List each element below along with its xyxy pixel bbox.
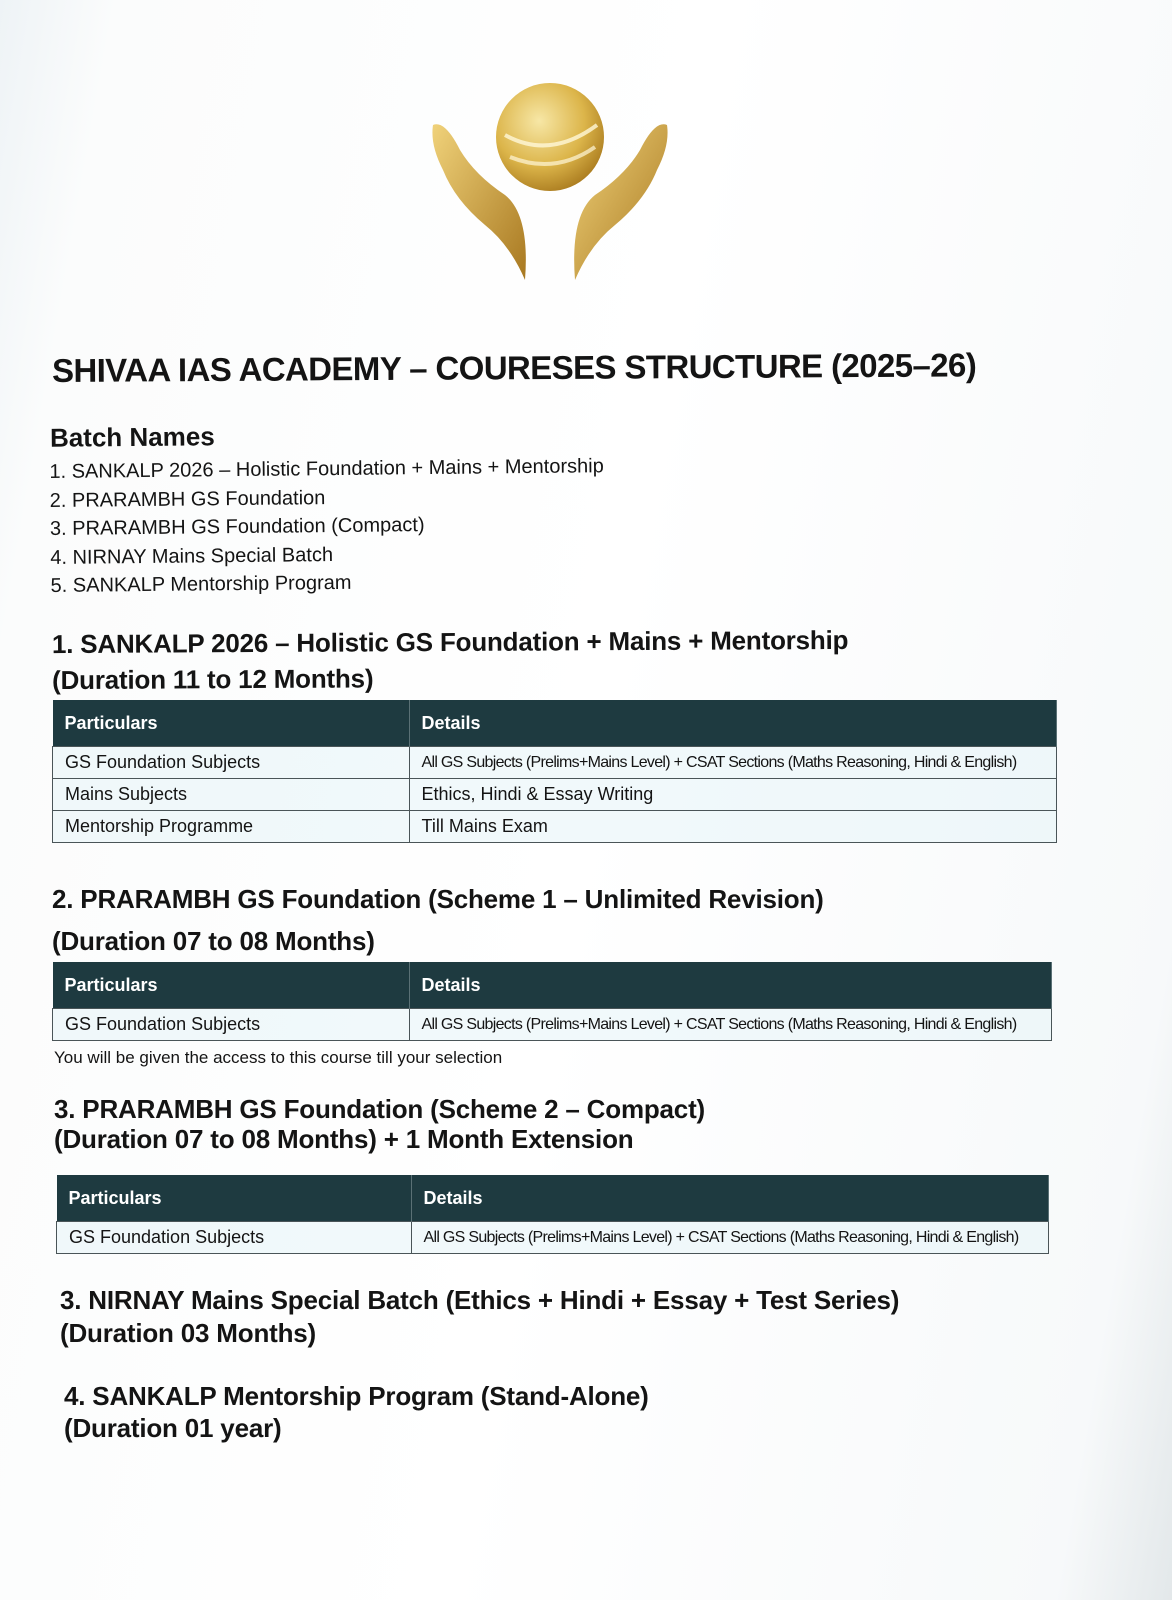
table-header: Particulars — [53, 700, 410, 747]
table-header: Details — [409, 700, 1057, 747]
section-heading — [64, 1380, 649, 1444]
section-duration: (Duration 07 to 08 Months) + 1 Month Extension — [54, 1124, 634, 1154]
list-item: 3. PRARAMBH GS Foundation (Compact) — [49, 514, 425, 540]
list-item: 1. SANKALP 2026 – Holistic Foundation + Mains + Mentorship — [49, 455, 604, 484]
table-header: Details — [409, 962, 1052, 1009]
table-cell: Mains Subjects — [53, 779, 410, 811]
course-table — [52, 700, 1057, 843]
access-note: You will be given the access to this course till your selection — [54, 1048, 503, 1067]
list-item: 5. SANKALP Mentorship Program — [50, 571, 352, 597]
table-cell: Ethics, Hindi & Essay Writing — [409, 779, 1057, 811]
section-title: 4. SANKALP Mentorship Program (Stand-Alone) — [64, 1381, 649, 1411]
table-header: Particulars — [53, 962, 410, 1009]
table-row — [53, 1009, 1052, 1041]
section-duration: (Duration 01 year) — [64, 1413, 282, 1443]
table-row — [53, 747, 1057, 779]
section-title: 3. NIRNAY Mains Special Batch (Ethics + Hindi + Essay + Test Series) — [60, 1285, 900, 1315]
section-duration: (Duration 03 Months) — [60, 1318, 316, 1348]
batch-names-list — [49, 452, 605, 600]
section-heading — [54, 1094, 705, 1154]
course-table — [52, 962, 1052, 1041]
table-row — [57, 1222, 1049, 1254]
course-table — [56, 1175, 1049, 1254]
batch-names-heading: Batch Names — [49, 421, 215, 453]
table-cell: Mentorship Programme — [53, 811, 410, 843]
page-title: SHIVAA IAS ACADEMY – COURESES STRUCTURE (2025–26) — [51, 346, 977, 389]
table-cell: GS Foundation Subjects — [53, 747, 410, 779]
section-title: 2. PRARAMBH GS Foundation (Scheme 1 – Unlimited Revision) — [52, 884, 824, 914]
section-title: 1. SANKALP 2026 – Holistic GS Foundation + Mains + Mentorship — [51, 624, 849, 660]
table-header: Details — [411, 1175, 1049, 1222]
table-row — [53, 811, 1057, 843]
table-cell: All GS Subjects (Prelims+Mains Level) + CSAT Sections (Maths Reasoning, Hindi & English) — [411, 1222, 1049, 1254]
section-duration: (Duration 11 to 12 Months) — [52, 663, 374, 696]
table-cell: Till Mains Exam — [409, 811, 1057, 843]
section-heading — [52, 878, 824, 962]
list-item: 4. NIRNAY Mains Special Batch — [50, 543, 334, 569]
table-cell: All GS Subjects (Prelims+Mains Level) + CSAT Sections (Maths Reasoning, Hindi & English) — [409, 1009, 1052, 1041]
section-heading — [52, 622, 849, 698]
academy-logo — [425, 75, 675, 290]
table-cell: All GS Subjects (Prelims+Mains Level) + CSAT Sections (Maths Reasoning, Hindi & English) — [409, 747, 1057, 779]
section-duration: (Duration 07 to 08 Months) — [52, 926, 375, 956]
table-header: Particulars — [57, 1175, 412, 1222]
table-cell: GS Foundation Subjects — [53, 1009, 410, 1041]
table-row — [53, 779, 1057, 811]
section-title: 3. PRARAMBH GS Foundation (Scheme 2 – Compact) — [54, 1094, 705, 1124]
table-cell: GS Foundation Subjects — [57, 1222, 412, 1254]
section-heading — [60, 1284, 899, 1350]
list-item: 2. PRARAMBH GS Foundation — [49, 486, 326, 512]
